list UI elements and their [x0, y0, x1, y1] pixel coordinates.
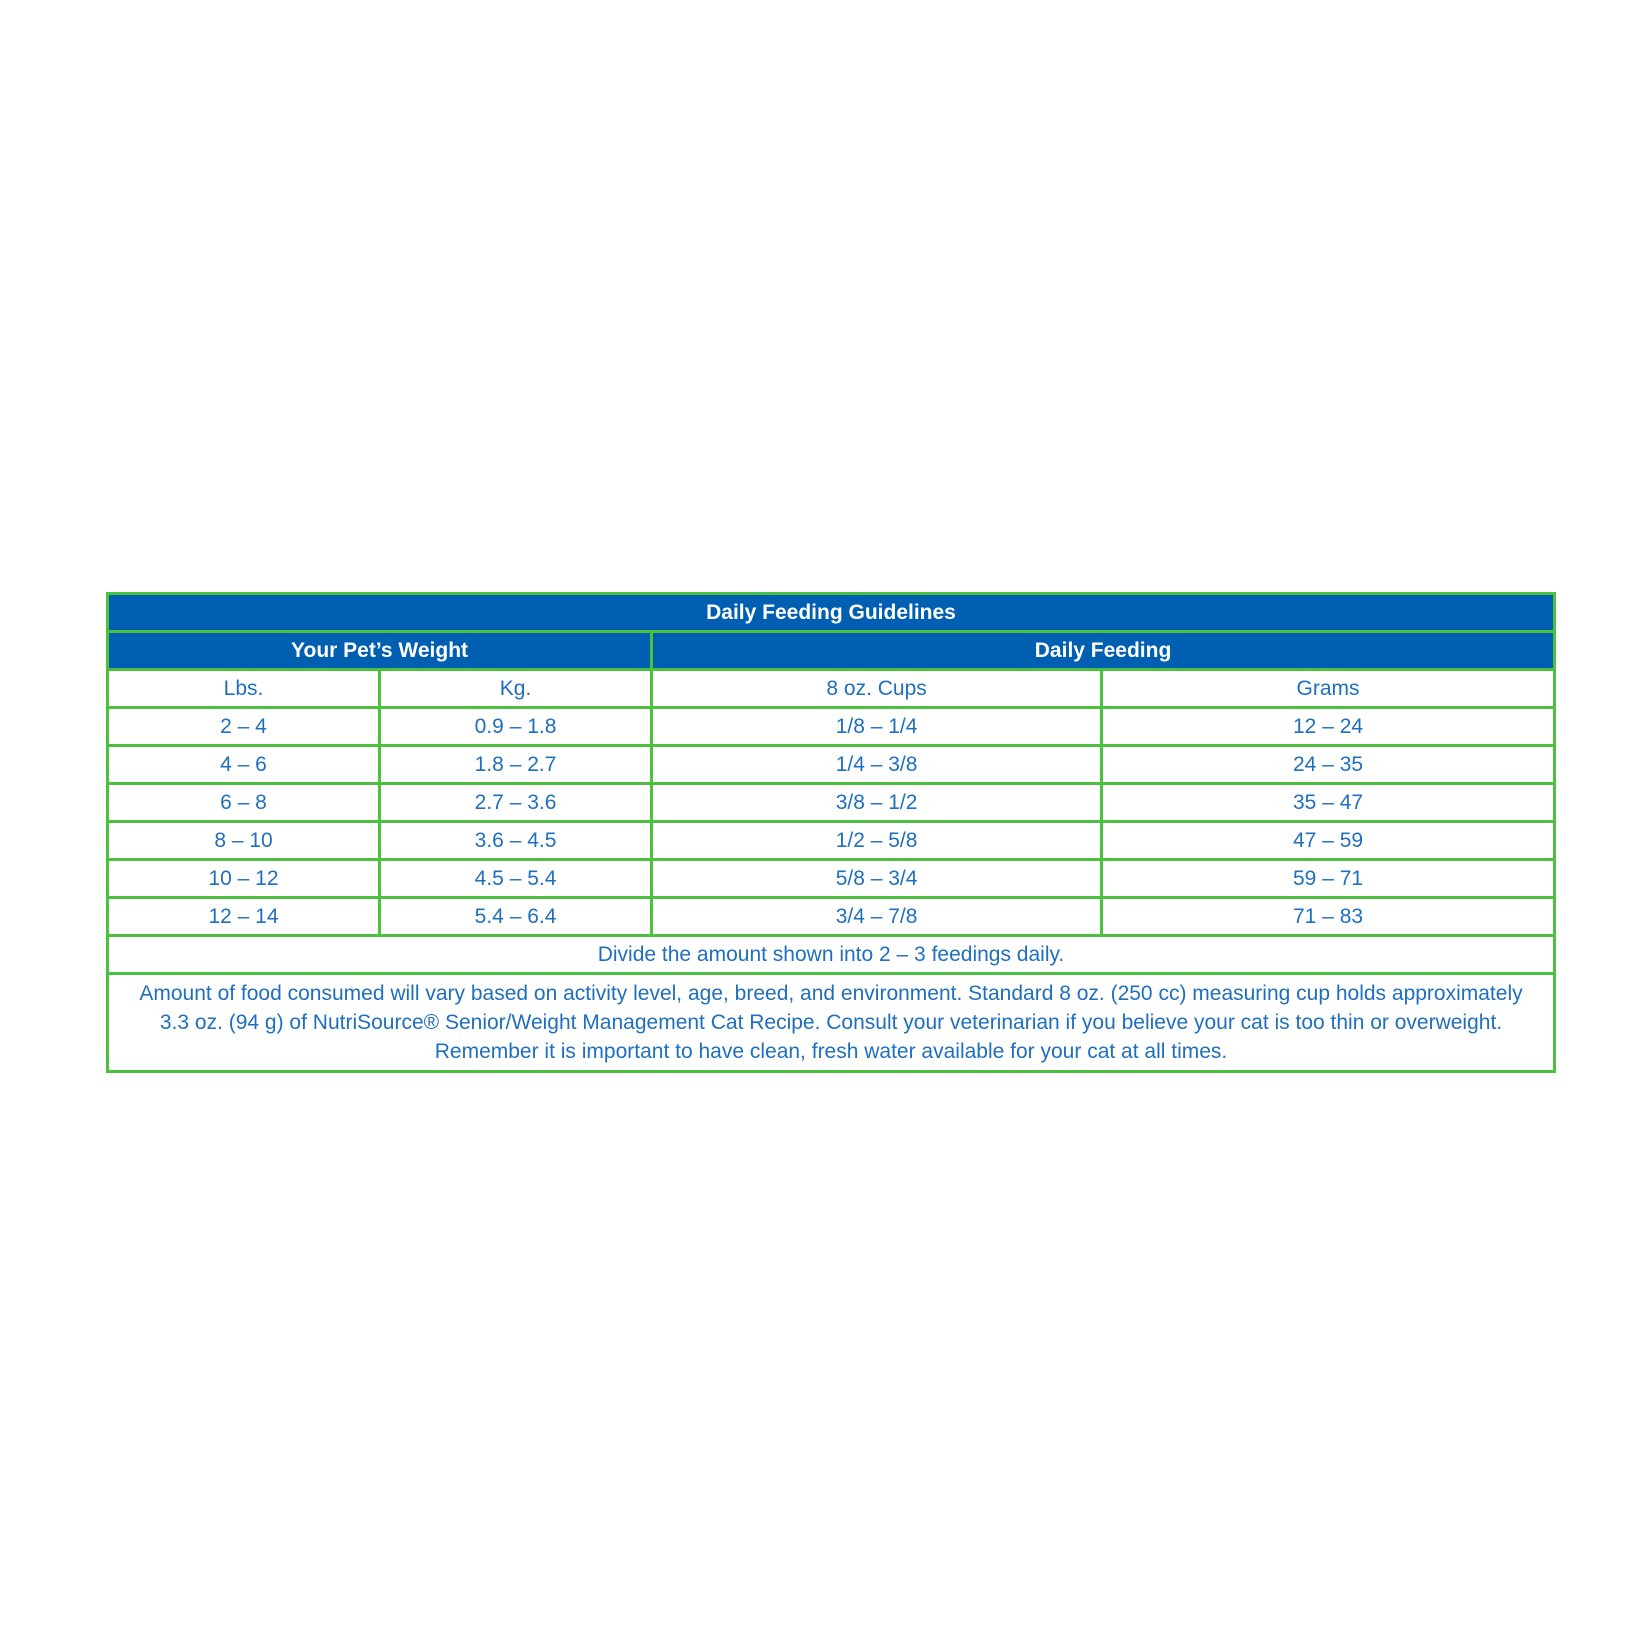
cell-grams: 59 – 71	[1102, 860, 1555, 898]
amount-note: Amount of food consumed will vary based on activity level, age, breed, and environment. Standard 8 oz. (250 cc) measuring cup holds approximately 3.3 oz. (94 g) of NutriSource® Senior/Weight Management Cat Recipe. Consult your veterinarian if you believe your cat is too thin or overweight. Remember it is important to have clean, fresh water available for your cat at all times.	[108, 974, 1555, 1072]
cell-grams: 24 – 35	[1102, 746, 1555, 784]
cell-lbs: 4 – 6	[108, 746, 380, 784]
table-row	[108, 746, 1555, 784]
column-header-cups: 8 oz. Cups	[652, 670, 1102, 708]
column-header-row	[108, 670, 1555, 708]
cell-lbs: 10 – 12	[108, 860, 380, 898]
cell-kg: 5.4 – 6.4	[380, 898, 652, 936]
group-header-weight: Your Pet’s Weight	[108, 632, 652, 670]
column-header-lbs: Lbs.	[108, 670, 380, 708]
cell-cups: 3/4 – 7/8	[652, 898, 1102, 936]
cell-lbs: 6 – 8	[108, 784, 380, 822]
cell-grams: 71 – 83	[1102, 898, 1555, 936]
cell-cups: 1/4 – 3/8	[652, 746, 1102, 784]
cell-lbs: 2 – 4	[108, 708, 380, 746]
cell-kg: 0.9 – 1.8	[380, 708, 652, 746]
table-title-row	[108, 594, 1555, 632]
divide-note: Divide the amount shown into 2 – 3 feedings daily.	[108, 936, 1555, 974]
cell-cups: 1/2 – 5/8	[652, 822, 1102, 860]
cell-grams: 12 – 24	[1102, 708, 1555, 746]
cell-kg: 3.6 – 4.5	[380, 822, 652, 860]
cell-cups: 3/8 – 1/2	[652, 784, 1102, 822]
cell-cups: 5/8 – 3/4	[652, 860, 1102, 898]
table-row	[108, 898, 1555, 936]
table-title: Daily Feeding Guidelines	[108, 594, 1555, 632]
cell-grams: 47 – 59	[1102, 822, 1555, 860]
group-header-feeding: Daily Feeding	[652, 632, 1555, 670]
cell-lbs: 12 – 14	[108, 898, 380, 936]
cell-kg: 2.7 – 3.6	[380, 784, 652, 822]
divide-note-row	[108, 936, 1555, 974]
table-row	[108, 708, 1555, 746]
feeding-guidelines-table	[106, 592, 1556, 1073]
column-header-kg: Kg.	[380, 670, 652, 708]
table-row	[108, 822, 1555, 860]
cell-cups: 1/8 – 1/4	[652, 708, 1102, 746]
column-header-grams: Grams	[1102, 670, 1555, 708]
cell-kg: 4.5 – 5.4	[380, 860, 652, 898]
group-header-row	[108, 632, 1555, 670]
cell-lbs: 8 – 10	[108, 822, 380, 860]
cell-kg: 1.8 – 2.7	[380, 746, 652, 784]
table-row	[108, 860, 1555, 898]
amount-note-row	[108, 974, 1555, 1072]
cell-grams: 35 – 47	[1102, 784, 1555, 822]
table-row	[108, 784, 1555, 822]
